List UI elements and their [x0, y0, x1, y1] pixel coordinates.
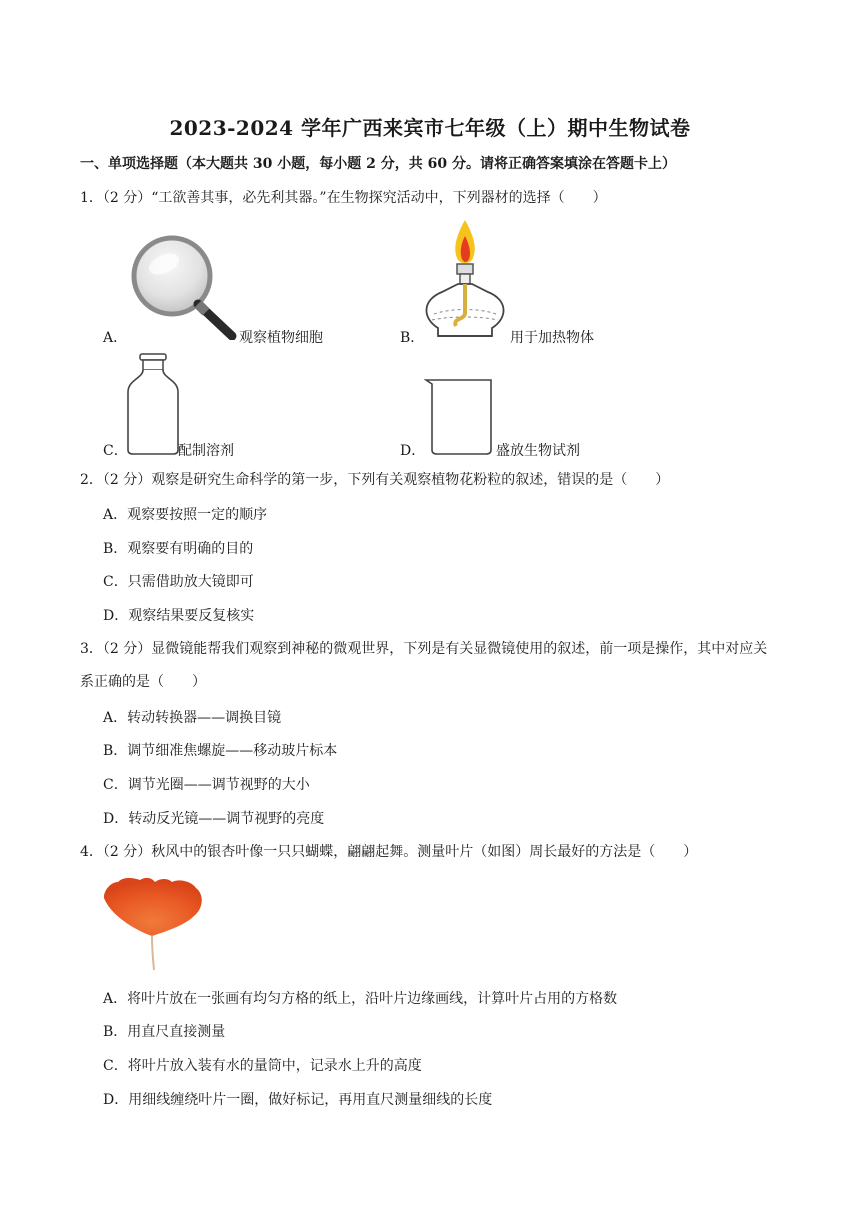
- q1-option-d-text: 盛放生物试剂: [496, 443, 580, 459]
- q4-option-d: D．用细线缠绕叶片一圈，做好标记，再用直尺测量细线的长度: [103, 1092, 493, 1108]
- question-2-stem: 2．（2 分）观察是研究生命科学的第一步，下列有关观察植物花粉粒的叙述，错误的是（ ）: [80, 472, 670, 488]
- exam-title: 2023-2024 学年广西来宾市七年级（上）期中生物试卷: [169, 116, 691, 140]
- q2-option-a: A．观察要按照一定的顺序: [103, 507, 268, 523]
- magnifying-glass-image: [126, 232, 238, 340]
- question-4-stem: 4．（2 分）秋风中的银杏叶像一只只蝴蝶，翩翩起舞。测量叶片（如图）周长最好的方法是（ ）: [80, 844, 698, 860]
- q2-option-d: D．观察结果要反复核实: [103, 608, 255, 624]
- alcohol-lamp-image: [420, 218, 510, 346]
- q4-option-c: C．将叶片放入装有水的量筒中，记录水上升的高度: [103, 1058, 422, 1074]
- section-heading: 一、单项选择题（本大题共 30 小题，每小题 2 分，共 60 分。请将正确答案填涂在答题卡上）: [80, 156, 676, 172]
- q1-option-c-letter: C．: [103, 443, 128, 459]
- q3-option-b: B．调节细准焦螺旋——移动玻片标本: [103, 743, 338, 759]
- ginkgo-leaf-image: [100, 874, 206, 972]
- q2-option-c: C．只需借助放大镜即可: [103, 574, 254, 590]
- q1-option-c-text: 配制溶剂: [178, 443, 234, 459]
- q1-option-a-text: 观察植物细胞: [239, 330, 323, 346]
- q3-option-d: D．转动反光镜——调节视野的亮度: [103, 811, 325, 827]
- question-3-stem: 3．（2 分）显微镜能帮我们观察到神秘的微观世界，下列是有关显微镜使用的叙述，前一项是操作，其中对应关系正确的是（ ）: [80, 641, 768, 690]
- q4-option-a: A．将叶片放在一张画有均匀方格的纸上，沿叶片边缘画线，计算叶片占用的方格数: [103, 991, 618, 1007]
- q1-option-b-text: 用于加热物体: [510, 330, 594, 346]
- q1-option-b-letter: B．: [400, 330, 425, 346]
- q1-option-a-letter: A．: [103, 330, 128, 346]
- q3-option-a: A．转动转换器——调换目镜: [103, 710, 282, 726]
- q4-option-b: B．用直尺直接测量: [103, 1024, 226, 1040]
- question-1-stem: 1．（2 分）“工欲善其事，必先利其器。”在生物探究活动中，下列器材的选择（ ）: [80, 190, 607, 206]
- reagent-bottle-image: [124, 352, 182, 456]
- q3-option-c: C．调节光圈——调节视野的大小: [103, 777, 310, 793]
- q2-option-b: B．观察要有明确的目的: [103, 541, 254, 557]
- q1-option-d-letter: D．: [400, 443, 426, 459]
- beaker-image: [424, 376, 498, 456]
